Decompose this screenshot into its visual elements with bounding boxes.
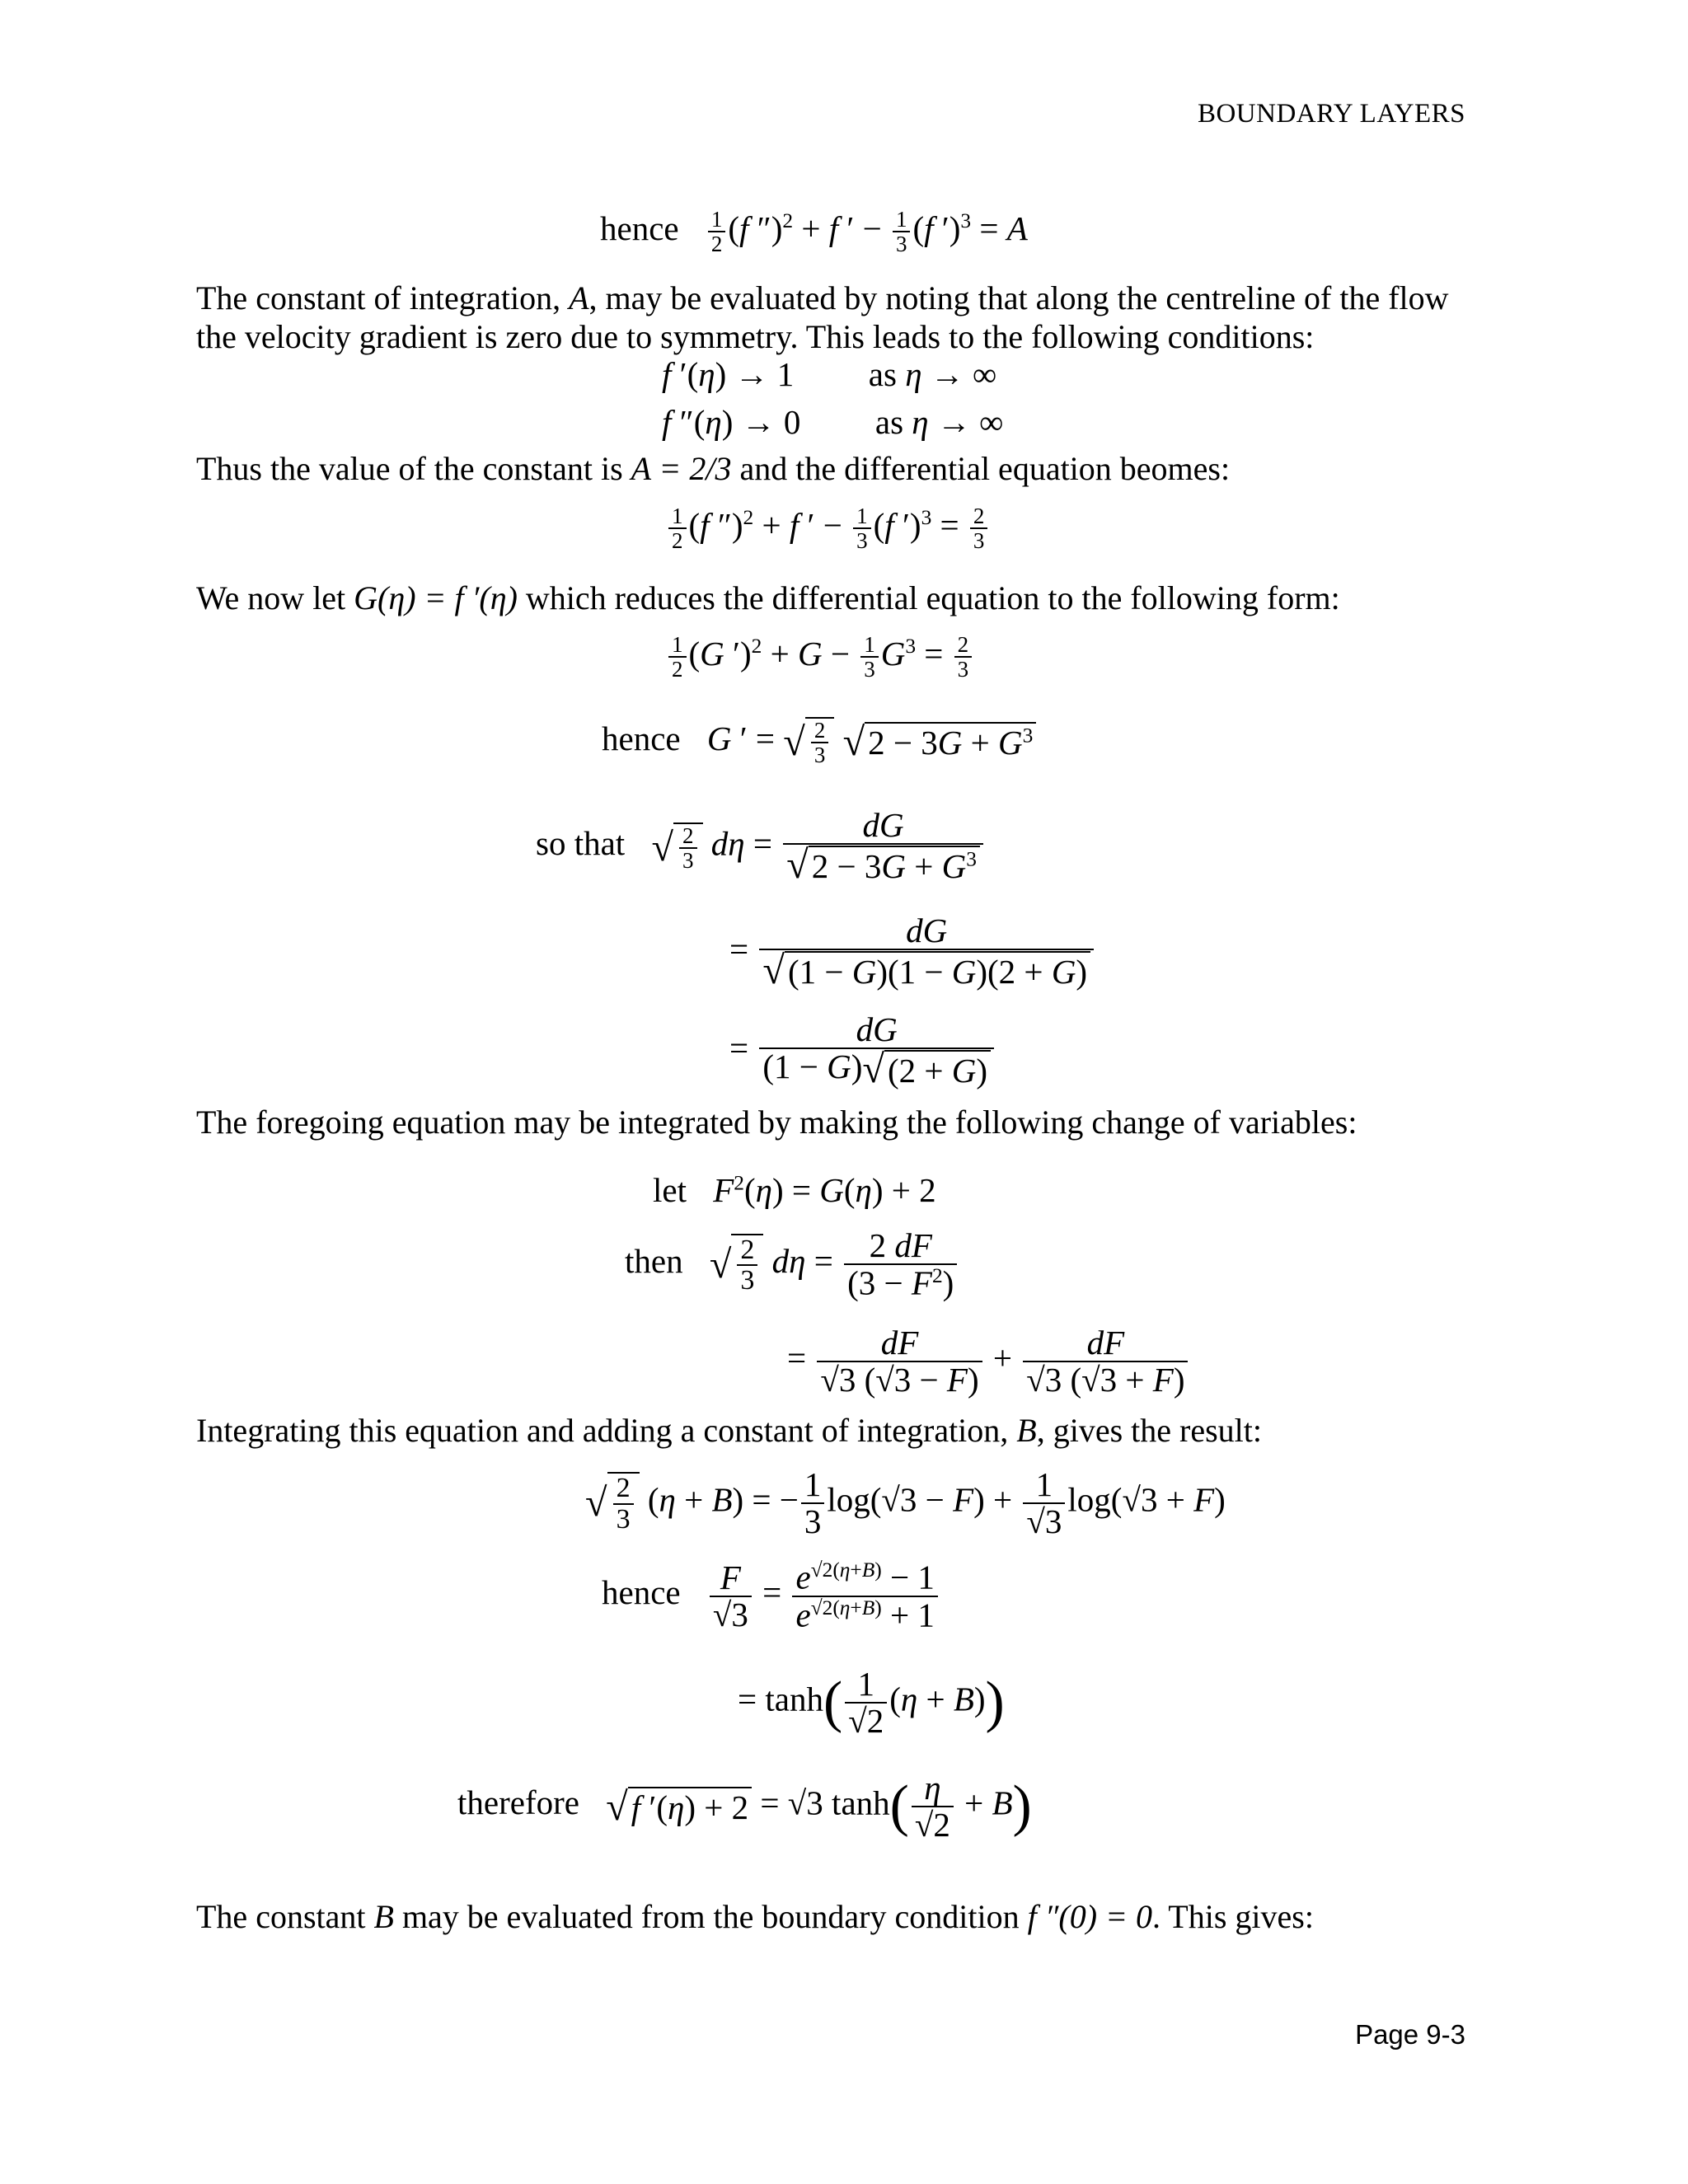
paragraph-constant-integration: The constant of integration, A, may be evaluated by noting that along the centreline of the flow (196, 279, 1449, 316)
condition-fdoubleprime: f ″(η) → 0 as η → ∞ (662, 403, 1004, 441)
equation-tanh: = tanh( $\frac{1}{√2}$ (η + B)) (738, 1665, 1005, 1741)
equation-first-integral: hence $\frac{1}{2}$ (f ″)$^2$ + f ′ − $\frac{1}{3}$ (f ′)$^3$ = A (600, 207, 1028, 257)
running-header: BOUNDARY LAYERS (1197, 99, 1465, 129)
equation-with-constant: $\frac{1}{2}$ (f ″)$^2$ + f ′ − $\frac{1}{3}$ (f ′)$^3$ = $\frac{2}{3}$ (666, 504, 990, 553)
equation-G-form: $\frac{1}{2}$ (G ′)$^2$ + G − $\frac{1}{3}$ $G^3$ = $\frac{2}{3}$ (666, 633, 974, 682)
equation-G-prime: hence G ′ = √ $\frac{2}{3}$ $√2 - 3G + G^3$ (602, 717, 1036, 767)
paragraph-integration-result: Integrating this equation and adding a constant of integration, B, gives the result: (196, 1412, 1263, 1449)
label-so-that: so that (536, 824, 626, 863)
equation-therefore: therefore √f ′(η) + 2 = √3 tanh( $\frac{\eta}{√2}$ + B) (457, 1769, 1032, 1844)
condition-fprime: f ′(η) → 1 as η → ∞ (662, 355, 997, 393)
paragraph-constant-value: Thus the value of the constant is A = 2/3 and the differential equation beomes: (196, 450, 1231, 487)
equation-let-F: let $F^2(\eta) = G(\eta) + 2$ (653, 1171, 936, 1209)
label-let: let (653, 1171, 687, 1209)
equation-then: then √ $\frac{2}{3}$ dη = $\frac{2 dF}{(3 - F^2)}$ (625, 1228, 959, 1301)
equation-factored-root: = $\frac{dG}{√(1 - G)(1 - G)(2 + G)}$ (729, 913, 1096, 992)
paragraph-velocity-gradient: the velocity gradient is zero due to symmetry. This leads to the following conditions: (196, 318, 1315, 355)
label-hence: hence (600, 209, 679, 247)
paragraph-boundary-condition: The constant B may be evaluated from the boundary condition f ″(0) = 0. This gives: (196, 1898, 1314, 1935)
label-then: then (625, 1241, 683, 1280)
equation-so-that: so that √ $\frac{2}{3}$ dη = $\frac{dG}{√2 - 3G + G^3}$ (536, 808, 986, 887)
equation-factored-out: = $\frac{dG}{(1 - G)√(2 + G)}$ (729, 1012, 996, 1091)
equation-exponential-ratio: hence $\frac{F}{√3}$ = $\frac{e^{√2(\eta+B)} - 1}{e^{√2(\eta+B)} + 1}$ (602, 1559, 940, 1633)
label-hence: hence (602, 1573, 681, 1612)
page-number: Page 9-3 (1355, 2019, 1465, 2050)
equation-log-result: √ $\frac{2}{3}$ (η + B) = − $\frac{1}{3}$ log(√3 − F) + $\frac{1}{√3}$ log(√3 + F) (585, 1465, 1226, 1541)
paragraph-substitution: We now let G(η) = f ′(η) which reduces the differential equation to the following form: (196, 579, 1340, 616)
paragraph-change-of-variables: The foregoing equation may be integrated by making the following change of variables: (196, 1104, 1357, 1141)
label-therefore: therefore (457, 1783, 579, 1822)
label-hence: hence (602, 719, 681, 757)
equation-partial-fractions: = $\frac{dF}{√3 (√3 - F)}$ + $\frac{dF}{√3 (√3 + F)}$ (787, 1325, 1190, 1398)
